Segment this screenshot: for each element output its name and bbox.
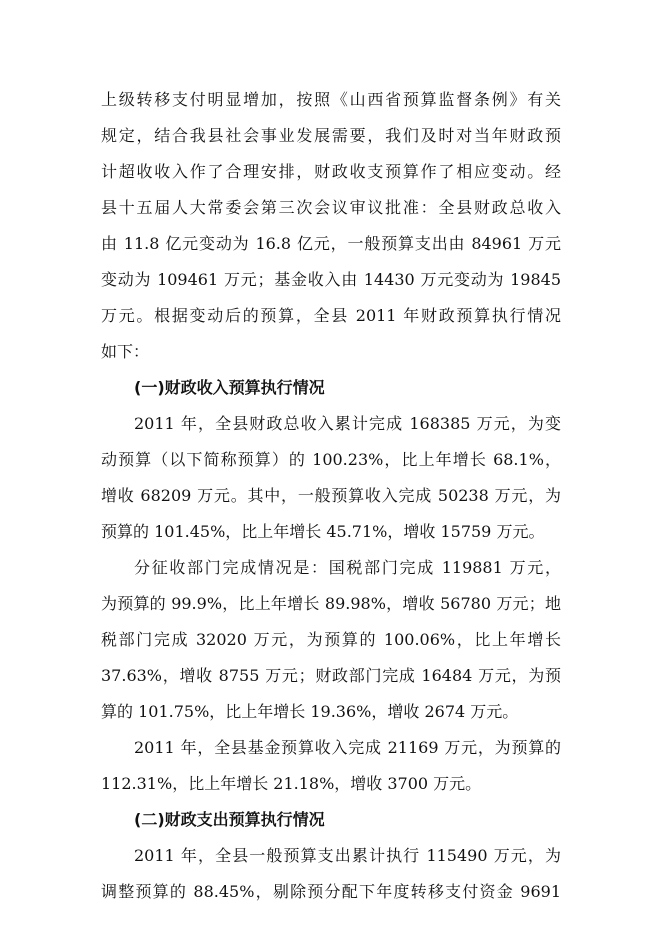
body-text-line: 算的 101.75%，比上年增长 19.36%，增收 2674 万元。 (101, 702, 519, 721)
body-text-line: 调整预算的 88.45%，剔除预分配下年度转移支付资金 9691 (101, 882, 561, 901)
body-text-line: 2011 年，全县基金预算收入完成 21169 万元，为预算的 (134, 738, 561, 757)
body-text-line: 计超收收入作了合理安排，财政收支预算作了相应变动。经 (101, 162, 561, 181)
body-text-line: 为预算的 99.9%，比上年增长 89.98%，增收 56780 万元；地 (101, 594, 561, 613)
body-text-line: 如下： (101, 342, 150, 361)
body-text-line: 上级转移支付明显增加，按照《山西省预算监督条例》有关 (101, 90, 561, 109)
body-text-line: 县十五届人大常委会第三次会议审议批准：全县财政总收入 (101, 198, 561, 217)
section-heading-revenue: (一)财政收入预算执行情况 (134, 378, 325, 397)
body-text-line: 动预算（以下简称预算）的 100.23%，比上年增长 68.1%， (101, 450, 561, 469)
body-text-line: 2011 年，全县一般预算支出累计执行 115490 万元，为 (134, 846, 561, 865)
body-text-line: 增收 68209 万元。其中，一般预算收入完成 50238 万元，为 (101, 486, 561, 505)
body-text-line: 2011 年，全县财政总收入累计完成 168385 万元，为变 (134, 414, 561, 433)
body-text-line: 税部门完成 32020 万元，为预算的 100.06%，比上年增长 (101, 630, 561, 649)
body-text-line: 规定，结合我县社会事业发展需要，我们及时对当年财政预 (101, 126, 561, 145)
body-text-line: 预算的 101.45%，比上年增长 45.71%，增收 15759 万元。 (101, 522, 545, 541)
body-text-line: 37.63%，增收 8755 万元；财政部门完成 16484 万元，为预 (101, 666, 561, 685)
body-text-line: 变动为 109461 万元；基金收入由 14430 万元变动为 19845 (101, 270, 561, 289)
body-text-line: 万元。根据变动后的预算，全县 2011 年财政预算执行情况 (101, 306, 561, 325)
section-heading-expenditure: (二)财政支出预算执行情况 (134, 810, 325, 829)
body-text-line: 分征收部门完成情况是：国税部门完成 119881 万元， (134, 558, 561, 577)
body-text-line: 由 11.8 亿元变动为 16.8 亿元，一般预算支出由 84961 万元 (101, 234, 561, 253)
body-text-line: 112.31%，比上年增长 21.18%，增收 3700 万元。 (101, 774, 482, 793)
